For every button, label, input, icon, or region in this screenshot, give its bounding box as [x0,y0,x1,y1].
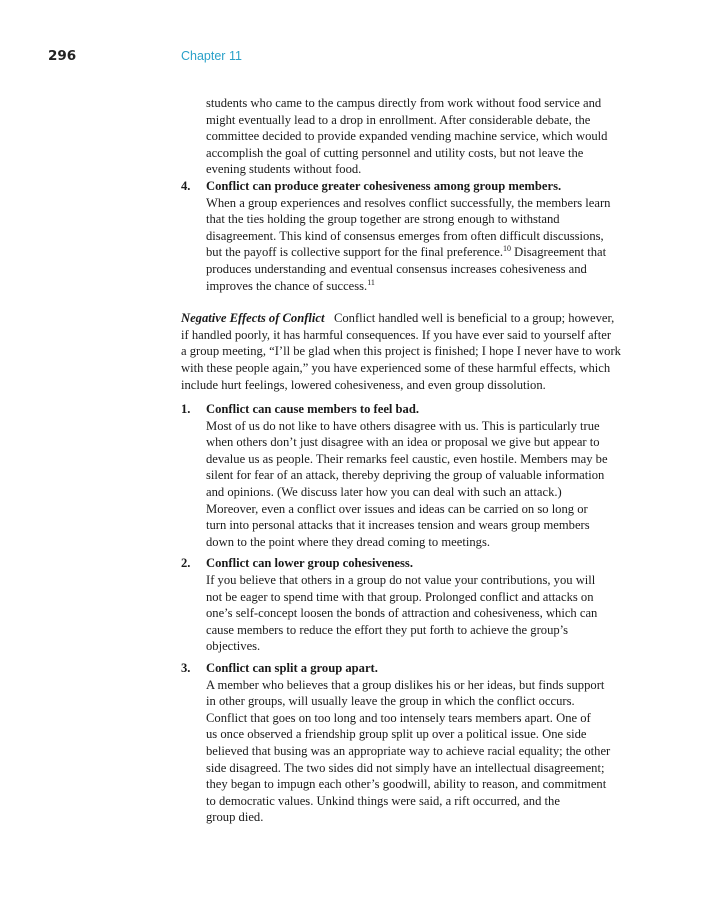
text-line [181,310,641,327]
text-segment: Disagreement that [511,245,607,260]
page-header [48,48,688,66]
text-line: group died. [206,810,264,825]
text-line: include hurt feelings, lowered cohesiveness, and even group dissolution. [181,377,546,392]
text-line: evening students without food. [206,162,362,177]
text-line: down to the point where they dread coming to meetings. [206,534,490,549]
list-item-1 [181,401,641,550]
text-line: if handled poorly, it has harmful consequences. If you have ever said to yourself after [181,327,612,342]
item-number: 3. [181,661,191,675]
text-line: to democratic values. Unkind things were said, a rift occurred, and the [206,793,560,808]
text-line: accomplish the goal of cutting personnel and utility costs, but not leave the [206,145,584,160]
body-text [181,95,641,826]
text-line: silent for fear of an attack, thereby depriving the group of valuable information [206,468,605,483]
list-item-4 [181,178,641,294]
text-line: believed that busing was an appropriate way to achieve racial equality; the other [206,743,611,758]
text-line: that the ties holding the group together are strong enough to withstand [206,212,560,227]
text-line: If you believe that others in a group do not value your contributions, you will [206,573,596,588]
text-line: with these people again,” you have experienced some of these harmful effects, which [181,360,611,375]
text-line: turn into personal attacks that it increases tension and wears group members [206,518,590,533]
text-line: Conflict that goes on too long and too intensely tears members apart. One of [206,710,591,725]
item-number: 4. [181,178,191,193]
text-line: disagreement. This kind of consensus emerges from often difficult discussions, [206,228,604,243]
negative-effects-paragraph [181,310,641,393]
text-line: committee decided to provide expanded vending machine service, which would [206,129,608,144]
list-item-2 [181,555,641,655]
footnote-ref-10: 10 [503,244,512,254]
text-line: produces understanding and eventual consensus increases cohesiveness and [206,261,587,276]
text-line: one’s self-concept loosen the bonds of attraction and cohesiveness, which can [206,606,598,621]
footnote-ref-11: 11 [367,277,375,287]
item-number: 1. [181,402,191,417]
text-line: devalue us as people. Their remarks feel caustic, even hostile. Members may be [206,451,608,466]
chapter-label: Chapter 11 [181,49,242,63]
text-line: not be eager to spend time with that group. Prolonged conflict and attacks on [206,589,594,604]
text-line: side disagreed. The two sides did not simply have an intellectual disagreement; [206,760,605,775]
text-line: A member who believes that a group dislikes his or her ideas, but finds support [206,677,605,692]
item-title: Conflict can cause members to feel bad. [206,402,420,417]
text-line: Moreover, even a conflict over issues and ideas can be carried on so long or [206,501,588,516]
item-title: Conflict can lower group cohesiveness. [206,556,413,571]
page-number: 296 [48,48,77,64]
section-heading: Negative Effects of Conflict [181,311,325,326]
text-line: might eventually lead to a drop in enrollment. After considerable debate, the [206,112,591,127]
continuation-paragraph [206,95,641,178]
text-segment: but the payoff is collective support for the final preference. [206,245,504,260]
text-line: a group meeting, “I’ll be glad when this project is finished; I hope I never have to work [181,344,621,359]
text-line: objectives. [206,639,261,654]
text-line: in other groups, will usually leave the group in which the conflict occurs. [206,694,575,709]
text-line: cause members to reduce the effort they put forth to achieve the group’s [206,622,569,637]
text-line: us once observed a friendship group split up over a political issue. One side [206,727,587,742]
text-line: and opinions. (We discuss later how you can deal with such an attack.) [206,485,562,500]
item-title: Conflict can split a group apart. [206,661,378,675]
text-line: When a group experiences and resolves conflict successfully, the members learn [206,195,611,210]
text-line: Most of us do not like to have others disagree with us. This is particularly true [206,418,600,433]
text-line: when others don’t just disagree with an idea or proposal we give but appear to [206,435,600,450]
text-line: they began to impugn each other’s goodwill, ability to reason, and commitment [206,777,607,792]
item-title: Conflict can produce greater cohesiveness among group members. [206,178,562,193]
item-number: 2. [181,556,191,571]
text-segment: improves the chance of success. [206,278,368,293]
text-line [206,278,641,295]
text-line: students who came to the campus directly from work without food service and [206,96,602,110]
text-segment: Conflict handled well is beneficial to a group; however, [333,311,615,326]
list-item-3 [181,660,641,826]
text-line [206,244,641,261]
